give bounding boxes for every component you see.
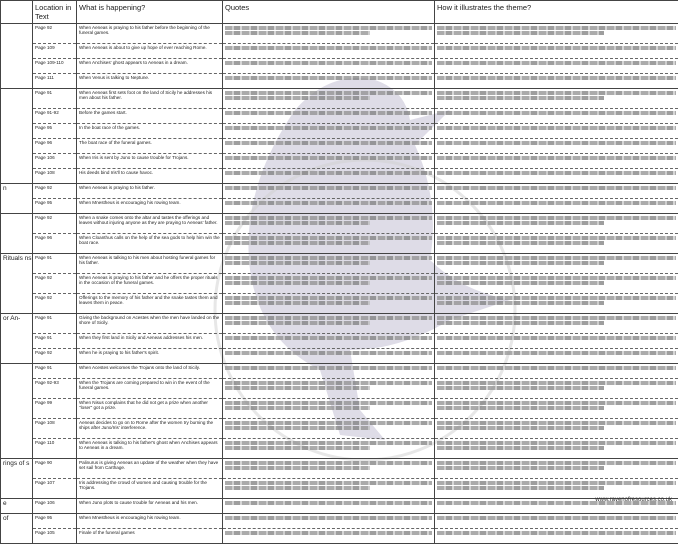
what-cell xyxy=(77,214,223,254)
how-cell xyxy=(435,214,678,254)
location-cell xyxy=(33,499,77,514)
how-cell xyxy=(435,254,678,314)
what-entry: The boat race of the funeral games. xyxy=(77,139,222,154)
blurred-quote xyxy=(223,184,434,199)
location-entry: Page 92-93 xyxy=(33,379,76,399)
blurred-quote xyxy=(223,109,434,124)
blurred-explanation xyxy=(435,399,678,419)
what-cell xyxy=(77,254,223,314)
location-entry: Page 91 xyxy=(33,254,76,274)
location-entry: Page 95 xyxy=(33,514,76,529)
location-cell xyxy=(33,184,77,214)
theme-cell xyxy=(1,89,33,184)
blurred-quote xyxy=(223,529,434,543)
blurred-explanation xyxy=(435,274,678,294)
location-cell xyxy=(33,89,77,184)
what-entry: When Mnestheus is encouraging his rowing team. xyxy=(77,514,222,529)
theme-group-row xyxy=(1,514,678,544)
location-cell xyxy=(33,514,77,544)
location-header: Location in Text xyxy=(33,1,77,24)
location-cell xyxy=(33,364,77,459)
quotes-cell xyxy=(223,364,435,459)
blurred-quote xyxy=(223,74,434,88)
location-entry: Page 91 xyxy=(33,89,76,109)
quotes-cell xyxy=(223,214,435,254)
how-cell xyxy=(435,24,678,89)
what-cell xyxy=(77,364,223,459)
quotes-cell xyxy=(223,89,435,184)
location-cell xyxy=(33,314,77,364)
what-entry: When they first land in Sicily and Aeneas addresses his men. xyxy=(77,334,222,349)
what-entry: When Aeneas first sets foot on the land of Sicily he addresses his men about his father. xyxy=(77,89,222,109)
header-row xyxy=(1,1,678,24)
what-header: What is happening? xyxy=(77,1,223,24)
theme-group-row xyxy=(1,364,678,459)
blurred-explanation xyxy=(435,214,678,234)
what-entry: Before the games start. xyxy=(77,109,222,124)
what-entry: When Mnestheus is encouraging his rowing team. xyxy=(77,199,222,213)
blurred-explanation xyxy=(435,184,678,199)
blurred-explanation xyxy=(435,89,678,109)
theme-cell xyxy=(1,364,33,459)
blurred-explanation xyxy=(435,334,678,349)
location-entry: Page 99 xyxy=(33,399,76,419)
theme-cell: rings of s xyxy=(1,459,33,499)
blurred-quote xyxy=(223,44,434,59)
blurred-explanation xyxy=(435,124,678,139)
theme-group-row xyxy=(1,314,678,364)
blurred-explanation xyxy=(435,254,678,274)
location-entry: Page 91 xyxy=(33,364,76,379)
blurred-quote xyxy=(223,459,434,479)
theme-group-row xyxy=(1,254,678,314)
what-entry: Offerings to the memory of his father and the snake tastes them and leaves them in peace. xyxy=(77,294,222,313)
location-entry: Page 108 xyxy=(33,419,76,439)
what-entry: When he is praying to his father's spirit. xyxy=(77,349,222,363)
what-entry: When the Trojans are coming prepared to win in the event of the funeral games. xyxy=(77,379,222,399)
blurred-explanation xyxy=(435,109,678,124)
what-cell xyxy=(77,89,223,184)
blurred-quote xyxy=(223,379,434,399)
what-entry: Aeneas decides to go on to Rome after the women try burning the ships after Juno/Iris' interference. xyxy=(77,419,222,439)
what-entry: Giving the background on Acestes when the men have landed on the shore of Sicily. xyxy=(77,314,222,334)
location-entry: Page 91-92 xyxy=(33,109,76,124)
blurred-explanation xyxy=(435,44,678,59)
theme-cell: e xyxy=(1,499,33,514)
blurred-quote xyxy=(223,419,434,439)
blurred-quote xyxy=(223,199,434,213)
location-entry: Page 92 xyxy=(33,184,76,199)
what-entry: When Aeneas is praying to his father before the beginning of the funeral games. xyxy=(77,24,222,44)
location-cell xyxy=(33,24,77,89)
blurred-explanation xyxy=(435,74,678,88)
location-entry: Page 111 xyxy=(33,74,76,88)
what-entry: In the boat race of the games. xyxy=(77,124,222,139)
blurred-quote xyxy=(223,124,434,139)
what-entry: Iris addressing the crowd of women and causing trouble for the Trojans. xyxy=(77,479,222,498)
what-cell xyxy=(77,459,223,499)
location-entry: Page 109 xyxy=(33,44,76,59)
location-entry: Page 92 xyxy=(33,274,76,294)
theme-group-row xyxy=(1,499,678,514)
theme-cell: of xyxy=(1,514,33,544)
theme-group-row xyxy=(1,24,678,89)
blurred-explanation xyxy=(435,379,678,399)
blurred-quote xyxy=(223,364,434,379)
blurred-explanation xyxy=(435,24,678,44)
what-entry: When Nisus complains that he did not get a prize when another "loser" got a prize. xyxy=(77,399,222,419)
what-entry: His deeds bind Iris'll to cause havoc. xyxy=(77,169,222,183)
theme-group-row xyxy=(1,89,678,184)
blurred-explanation xyxy=(435,349,678,363)
quotes-cell xyxy=(223,184,435,214)
what-entry: When Acestes welcomes the Trojans onto the land of Sicily. xyxy=(77,364,222,379)
location-entry: Page 91 xyxy=(33,334,76,349)
blurred-quote xyxy=(223,294,434,313)
location-entry: Page 107 xyxy=(33,479,76,498)
blurred-explanation xyxy=(435,59,678,74)
blurred-quote xyxy=(223,89,434,109)
theme-cell xyxy=(1,214,33,254)
blurred-explanation xyxy=(435,459,678,479)
blurred-quote xyxy=(223,139,434,154)
blurred-explanation xyxy=(435,314,678,334)
theme-header xyxy=(1,1,33,24)
blurred-explanation xyxy=(435,439,678,458)
location-cell xyxy=(33,254,77,314)
location-entry: Page 92 xyxy=(33,24,76,44)
theme-group-row xyxy=(1,214,678,254)
theme-cell xyxy=(1,24,33,89)
how-cell xyxy=(435,314,678,364)
blurred-explanation xyxy=(435,234,678,253)
blurred-quote xyxy=(223,439,434,458)
what-entry: When Venus is talking to Neptune. xyxy=(77,74,222,88)
what-entry: When Aeneas is praying to his father and he offers the proper rituals in the occasion of the funeral games. xyxy=(77,274,222,294)
blurred-explanation xyxy=(435,169,678,183)
quotes-cell xyxy=(223,459,435,499)
what-entry: When a snake comes onto the altar and tastes the offerings and leaves without injuring anyone as they are praying to Aeneas' father. xyxy=(77,214,222,234)
what-entry: When Juno plots to cause trouble for Aeneas and his men. xyxy=(77,499,222,513)
quotes-cell xyxy=(223,24,435,89)
location-cell xyxy=(33,459,77,499)
blurred-quote xyxy=(223,214,434,234)
blurred-explanation xyxy=(435,529,678,543)
what-entry: Finale of the funeral games xyxy=(77,529,222,543)
location-entry: Page 110 xyxy=(33,439,76,458)
location-entry: Page 92 xyxy=(33,294,76,313)
quotes-cell xyxy=(223,254,435,314)
blurred-explanation xyxy=(435,139,678,154)
location-entry: Page 109-110 xyxy=(33,59,76,74)
theme-cell: or An- xyxy=(1,314,33,364)
what-entry: When Cloanthus calls on the help of the sea gods to help him win the boat race. xyxy=(77,234,222,253)
blurred-quote xyxy=(223,59,434,74)
theme-cell: Rituals ns xyxy=(1,254,33,314)
blurred-quote xyxy=(223,399,434,419)
what-entry: When Aeneas is talking to his men about hosting funeral games for his father. xyxy=(77,254,222,274)
location-entry: Page 92 xyxy=(33,349,76,363)
how-cell xyxy=(435,459,678,499)
how-cell xyxy=(435,514,678,544)
theme-group-row xyxy=(1,184,678,214)
theme-cell: n xyxy=(1,184,33,214)
what-entry: Palinurus is giving Aeneas an update of the weather when they have set sail from Carthage. xyxy=(77,459,222,479)
quotes-header: Quotes xyxy=(223,1,435,24)
footer-url: www.ravenofresources.co.uk xyxy=(595,497,672,503)
what-entry: When Aeneas is about to give up hope of ever reaching Rome. xyxy=(77,44,222,59)
what-entry: When Aeneas is talking to his father's ghost when Anchises appears to Aeneas in a dream. xyxy=(77,439,222,458)
location-cell xyxy=(33,214,77,254)
location-entry: Page 96 xyxy=(33,139,76,154)
blurred-explanation xyxy=(435,199,678,213)
location-entry: Page 95 xyxy=(33,124,76,139)
blurred-quote xyxy=(223,154,434,169)
blurred-quote xyxy=(223,169,434,183)
what-cell xyxy=(77,514,223,544)
location-entry: Page 106 xyxy=(33,154,76,169)
blurred-quote xyxy=(223,24,434,44)
what-entry: When Anchises' ghost appears to Aeneas in a dream. xyxy=(77,59,222,74)
blurred-quote xyxy=(223,499,434,513)
location-entry: Page 108 xyxy=(33,169,76,183)
location-entry: Page 106 xyxy=(33,499,76,513)
blurred-explanation xyxy=(435,514,678,529)
blurred-explanation xyxy=(435,294,678,313)
blurred-quote xyxy=(223,349,434,363)
what-entry: When Aeneas is praying to his father. xyxy=(77,184,222,199)
what-cell xyxy=(77,314,223,364)
quotes-cell xyxy=(223,514,435,544)
quotes-cell xyxy=(223,499,435,514)
how-cell xyxy=(435,184,678,214)
blurred-explanation xyxy=(435,364,678,379)
blurred-quote xyxy=(223,274,434,294)
blurred-quote xyxy=(223,254,434,274)
location-entry: Page 90 xyxy=(33,459,76,479)
blurred-quote xyxy=(223,514,434,529)
how-cell xyxy=(435,89,678,184)
blurred-quote xyxy=(223,314,434,334)
blurred-explanation xyxy=(435,419,678,439)
how-header: How it illustrates the theme? xyxy=(435,1,678,24)
quotes-cell xyxy=(223,314,435,364)
blurred-quote xyxy=(223,334,434,349)
location-entry: Page 95 xyxy=(33,199,76,213)
what-cell xyxy=(77,24,223,89)
theme-group-row xyxy=(1,459,678,499)
what-entry: When Iris is sent by Juno to cause trouble for Trojans. xyxy=(77,154,222,169)
blurred-explanation xyxy=(435,479,678,498)
location-entry: Page 92 xyxy=(33,214,76,234)
what-cell xyxy=(77,499,223,514)
blurred-quote xyxy=(223,479,434,498)
blurred-explanation xyxy=(435,154,678,169)
how-cell xyxy=(435,364,678,459)
location-entry: Page 96 xyxy=(33,234,76,253)
blurred-quote xyxy=(223,234,434,253)
location-entry: Page 91 xyxy=(33,314,76,334)
location-entry: Page 105 xyxy=(33,529,76,543)
what-cell xyxy=(77,184,223,214)
